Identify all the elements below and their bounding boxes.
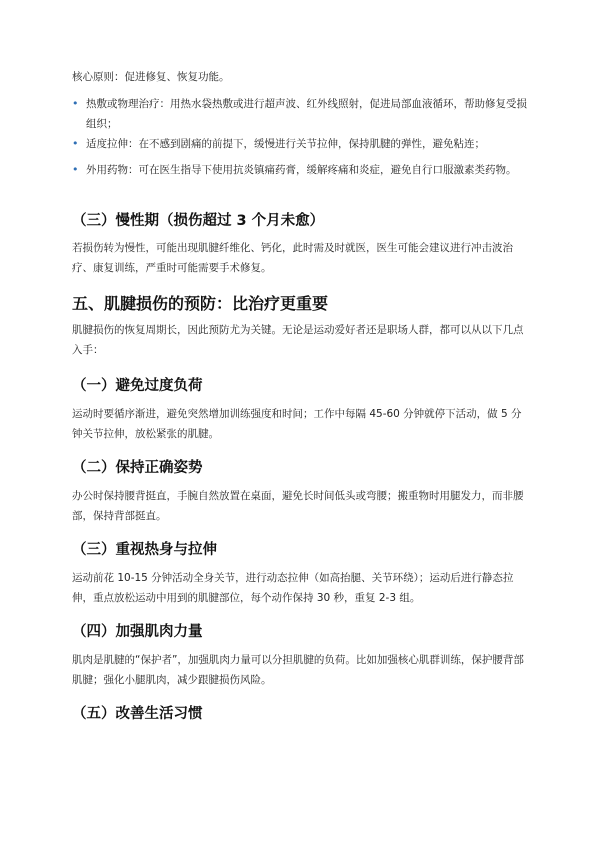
bullet-item	[72, 160, 527, 180]
intro-line: 核心原则：促进修复、恢复功能。	[72, 71, 230, 83]
chronic-text: 若损伤转为慢性，可能出现肌腱纤维化、钙化，此时需及时就医，医生可能会建议进行冲击波治疗、康复训练，严重时可能需要手术修复。	[72, 242, 513, 274]
item-heading: （一）避免过度负荷	[72, 378, 203, 394]
bullet-item	[72, 134, 527, 154]
item-text: 办公时保持腰背挺直，手腕自然放置在桌面，避免长时间低头或弯腰；搬重物时用腿发力，而非腰部，保持背部挺直。	[72, 490, 524, 522]
item-text: 运动时要循序渐进，避免突然增加训练强度和时间；工作中每隔 45-60 分钟就停下活动，做 5 分钟关节拉伸，放松紧张的肌腱。	[72, 408, 522, 440]
bullet-dot-icon: •	[72, 163, 79, 176]
item-heading: （三）重视热身与拉伸	[72, 542, 217, 558]
chronic-heading: （三）慢性期（损伤超过 3 个月未愈）	[72, 213, 325, 229]
item-text: 运动前花 10-15 分钟活动全身关节，进行动态拉伸（如高抬腿、关节环绕）；运动后进行静态拉伸，重点放松运动中用到的肌腱部位，每个动作保持 30 秒，重复 2-3 组。	[72, 572, 514, 604]
item-heading: （四）加强肌肉力量	[72, 624, 203, 640]
bullet-item	[72, 94, 527, 134]
bullet-text: 适度拉伸：在不感到剧痛的前提下，缓慢进行关节拉伸，保持肌腱的弹性，避免粘连；	[86, 138, 485, 150]
bullet-text: 热敷或物理治疗：用热水袋热敷或进行超声波、红外线照射，促进局部血液循环，帮助修复受损组织；	[86, 98, 527, 130]
section5-text: 肌腱损伤的恢复周期长，因此预防尤为关键。无论是运动爱好者还是职场人群，都可以从以下几点入手：	[72, 324, 524, 356]
item-heading: （五）改善生活习惯	[72, 706, 203, 722]
section5-heading: 五、肌腱损伤的预防：比治疗更重要	[72, 294, 329, 313]
item-heading: （二）保持正确姿势	[72, 460, 203, 476]
bullet-text: 外用药物：可在医生指导下使用抗炎镇痛药膏，缓解疼痛和炎症，避免自行口服激素类药物。	[86, 164, 517, 176]
bullet-dot-icon: •	[72, 137, 79, 150]
bullet-dot-icon: •	[72, 97, 79, 110]
item-text: 肌肉是肌腱的“保护者”，加强肌肉力量可以分担肌腱的负荷。比如加强核心肌群训练，保护腰背部肌腱；强化小腿肌肉，减少跟腱损伤风险。	[72, 654, 524, 686]
